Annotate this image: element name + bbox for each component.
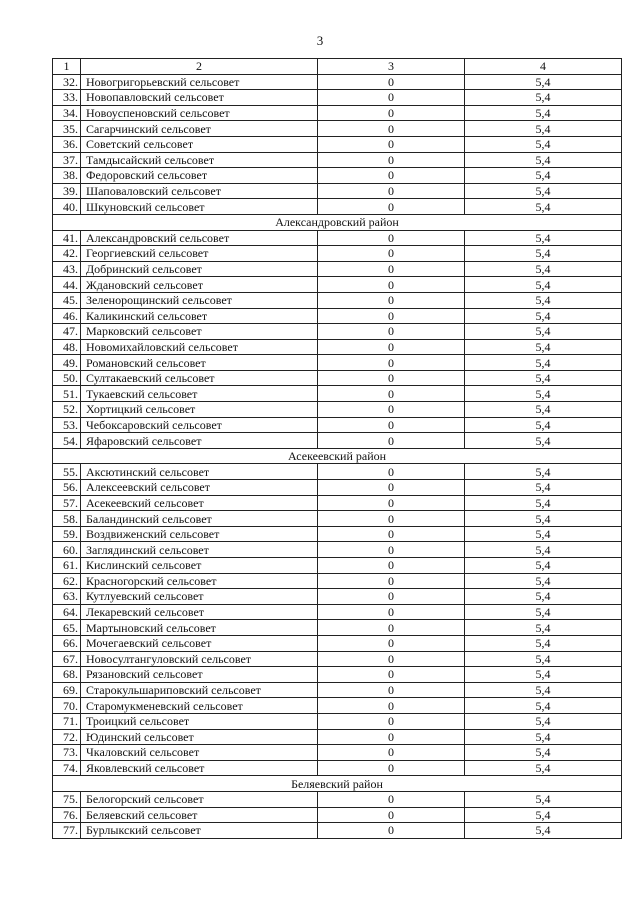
- table-row: [53, 558, 622, 574]
- row-value-col4: 5,4: [465, 620, 622, 636]
- row-value-col4: 5,4: [465, 464, 622, 480]
- table-row: [53, 604, 622, 620]
- row-value-col4: 5,4: [465, 199, 622, 215]
- row-name: Беляевский сельсовет: [81, 807, 318, 823]
- row-value-col3: 0: [318, 324, 465, 340]
- row-value-col3: 0: [318, 199, 465, 215]
- row-name: Белогорский сельсовет: [81, 791, 318, 807]
- row-name: Хортицкий сельсовет: [81, 402, 318, 418]
- table-row: [53, 90, 622, 106]
- table-row: [53, 339, 622, 355]
- section-title: Беляевский район: [53, 776, 622, 792]
- row-value-col3: 0: [318, 277, 465, 293]
- row-value-col4: 5,4: [465, 324, 622, 340]
- column-header: 4: [465, 59, 622, 75]
- row-number: 44.: [53, 277, 81, 293]
- table-row: [53, 620, 622, 636]
- row-value-col3: 0: [318, 807, 465, 823]
- row-name: Султакаевский сельсовет: [81, 370, 318, 386]
- table-row: [53, 105, 622, 121]
- table-row: [53, 246, 622, 262]
- table-row: [53, 745, 622, 761]
- row-value-col4: 5,4: [465, 511, 622, 527]
- row-name: Советский сельсовет: [81, 136, 318, 152]
- row-name: Марковский сельсовет: [81, 324, 318, 340]
- row-name: Ждановский сельсовет: [81, 277, 318, 293]
- row-value-col4: 5,4: [465, 90, 622, 106]
- row-value-col3: 0: [318, 230, 465, 246]
- row-number: 53.: [53, 417, 81, 433]
- row-value-col4: 5,4: [465, 760, 622, 776]
- row-value-col3: 0: [318, 823, 465, 839]
- table-row: [53, 324, 622, 340]
- section-title: Александровский район: [53, 214, 622, 230]
- row-name: Чебоксаровский сельсовет: [81, 417, 318, 433]
- row-number: 56.: [53, 480, 81, 496]
- row-value-col3: 0: [318, 136, 465, 152]
- table-row: [53, 386, 622, 402]
- table-row: [53, 370, 622, 386]
- row-value-col3: 0: [318, 604, 465, 620]
- row-name: Кутлуевский сельсовет: [81, 589, 318, 605]
- table-row: [53, 635, 622, 651]
- row-number: 76.: [53, 807, 81, 823]
- row-number: 66.: [53, 635, 81, 651]
- row-value-col4: 5,4: [465, 573, 622, 589]
- row-value-col3: 0: [318, 246, 465, 262]
- table-row: [53, 183, 622, 199]
- table-row: [53, 355, 622, 371]
- row-value-col4: 5,4: [465, 698, 622, 714]
- table-header-row: [53, 59, 622, 75]
- table-row: [53, 121, 622, 137]
- section-row: [53, 214, 622, 230]
- table-row: [53, 511, 622, 527]
- row-value-col3: 0: [318, 760, 465, 776]
- row-name: Новоуспеновский сельсовет: [81, 105, 318, 121]
- column-header: 3: [318, 59, 465, 75]
- table-row: [53, 589, 622, 605]
- row-value-col3: 0: [318, 292, 465, 308]
- row-value-col3: 0: [318, 713, 465, 729]
- table-row: [53, 526, 622, 542]
- table-row: [53, 308, 622, 324]
- row-value-col4: 5,4: [465, 635, 622, 651]
- section-row: [53, 448, 622, 464]
- table-row: [53, 495, 622, 511]
- row-number: 36.: [53, 136, 81, 152]
- row-value-col4: 5,4: [465, 433, 622, 449]
- row-value-col4: 5,4: [465, 713, 622, 729]
- row-value-col3: 0: [318, 573, 465, 589]
- row-value-col3: 0: [318, 183, 465, 199]
- row-number: 54.: [53, 433, 81, 449]
- row-value-col3: 0: [318, 620, 465, 636]
- row-value-col4: 5,4: [465, 183, 622, 199]
- row-name: Мочегаевский сельсовет: [81, 635, 318, 651]
- row-value-col3: 0: [318, 589, 465, 605]
- row-value-col4: 5,4: [465, 277, 622, 293]
- row-number: 74.: [53, 760, 81, 776]
- row-value-col4: 5,4: [465, 480, 622, 496]
- row-value-col4: 5,4: [465, 729, 622, 745]
- row-value-col3: 0: [318, 105, 465, 121]
- row-value-col3: 0: [318, 558, 465, 574]
- row-value-col4: 5,4: [465, 667, 622, 683]
- table-row: [53, 480, 622, 496]
- row-value-col3: 0: [318, 121, 465, 137]
- row-value-col3: 0: [318, 542, 465, 558]
- table-row: [53, 261, 622, 277]
- row-value-col4: 5,4: [465, 168, 622, 184]
- row-name: Воздвиженский сельсовет: [81, 526, 318, 542]
- row-number: 59.: [53, 526, 81, 542]
- row-number: 68.: [53, 667, 81, 683]
- row-name: Каликинский сельсовет: [81, 308, 318, 324]
- row-value-col3: 0: [318, 261, 465, 277]
- row-name: Шкуновский сельсовет: [81, 199, 318, 215]
- row-name: Заглядинский сельсовет: [81, 542, 318, 558]
- table-row: [53, 402, 622, 418]
- row-name: Асекеевский сельсовет: [81, 495, 318, 511]
- row-name: Новосултангуловский сельсовет: [81, 651, 318, 667]
- row-name: Сагарчинский сельсовет: [81, 121, 318, 137]
- data-table: [52, 58, 622, 839]
- row-number: 37.: [53, 152, 81, 168]
- row-value-col4: 5,4: [465, 417, 622, 433]
- row-name: Рязановский сельсовет: [81, 667, 318, 683]
- table-row: [53, 464, 622, 480]
- row-value-col4: 5,4: [465, 651, 622, 667]
- row-value-col4: 5,4: [465, 807, 622, 823]
- row-name: Троицкий сельсовет: [81, 713, 318, 729]
- row-number: 43.: [53, 261, 81, 277]
- row-number: 57.: [53, 495, 81, 511]
- row-number: 63.: [53, 589, 81, 605]
- table-body: [53, 74, 622, 838]
- row-name: Тукаевский сельсовет: [81, 386, 318, 402]
- row-number: 48.: [53, 339, 81, 355]
- table-row: [53, 136, 622, 152]
- table-row: [53, 433, 622, 449]
- row-name: Шаповаловский сельсовет: [81, 183, 318, 199]
- row-value-col4: 5,4: [465, 121, 622, 137]
- row-value-col4: 5,4: [465, 558, 622, 574]
- row-number: 50.: [53, 370, 81, 386]
- row-value-col3: 0: [318, 90, 465, 106]
- row-value-col3: 0: [318, 667, 465, 683]
- row-name: Зеленорощинский сельсовет: [81, 292, 318, 308]
- row-number: 61.: [53, 558, 81, 574]
- row-name: Юдинский сельсовет: [81, 729, 318, 745]
- section-title: Асекеевский район: [53, 448, 622, 464]
- row-value-col4: 5,4: [465, 339, 622, 355]
- row-value-col3: 0: [318, 635, 465, 651]
- row-number: 45.: [53, 292, 81, 308]
- column-header: 1: [53, 59, 81, 75]
- row-value-col4: 5,4: [465, 745, 622, 761]
- table-row: [53, 168, 622, 184]
- row-value-col3: 0: [318, 745, 465, 761]
- row-value-col4: 5,4: [465, 402, 622, 418]
- row-number: 73.: [53, 745, 81, 761]
- row-value-col4: 5,4: [465, 589, 622, 605]
- row-name: Чкаловский сельсовет: [81, 745, 318, 761]
- row-name: Красногорский сельсовет: [81, 573, 318, 589]
- table-row: [53, 74, 622, 90]
- table-row: [53, 199, 622, 215]
- row-value-col4: 5,4: [465, 370, 622, 386]
- row-value-col3: 0: [318, 402, 465, 418]
- row-name: Добринский сельсовет: [81, 261, 318, 277]
- row-number: 77.: [53, 823, 81, 839]
- row-number: 38.: [53, 168, 81, 184]
- table-row: [53, 573, 622, 589]
- row-name: Бурлыкский сельсовет: [81, 823, 318, 839]
- row-number: 40.: [53, 199, 81, 215]
- table-row: [53, 729, 622, 745]
- table-row: [53, 651, 622, 667]
- table-row: [53, 277, 622, 293]
- row-value-col4: 5,4: [465, 261, 622, 277]
- row-value-col4: 5,4: [465, 386, 622, 402]
- row-value-col3: 0: [318, 480, 465, 496]
- row-value-col4: 5,4: [465, 823, 622, 839]
- table-row: [53, 713, 622, 729]
- row-name: Яковлевский сельсовет: [81, 760, 318, 776]
- table-row: [53, 823, 622, 839]
- table-row: [53, 667, 622, 683]
- row-value-col3: 0: [318, 355, 465, 371]
- table-row: [53, 698, 622, 714]
- row-name: Новомихайловский сельсовет: [81, 339, 318, 355]
- row-number: 70.: [53, 698, 81, 714]
- row-number: 65.: [53, 620, 81, 636]
- row-number: 55.: [53, 464, 81, 480]
- table-row: [53, 230, 622, 246]
- table-row: [53, 417, 622, 433]
- table-row: [53, 682, 622, 698]
- row-name: Мартыновский сельсовет: [81, 620, 318, 636]
- table-row: [53, 542, 622, 558]
- row-number: 67.: [53, 651, 81, 667]
- row-number: 64.: [53, 604, 81, 620]
- row-number: 60.: [53, 542, 81, 558]
- row-name: Романовский сельсовет: [81, 355, 318, 371]
- row-value-col4: 5,4: [465, 136, 622, 152]
- row-value-col4: 5,4: [465, 230, 622, 246]
- row-number: 49.: [53, 355, 81, 371]
- table-row: [53, 292, 622, 308]
- row-name: Старокульшариповский сельсовет: [81, 682, 318, 698]
- row-value-col3: 0: [318, 168, 465, 184]
- row-number: 71.: [53, 713, 81, 729]
- row-number: 51.: [53, 386, 81, 402]
- row-name: Аксютинский сельсовет: [81, 464, 318, 480]
- table-row: [53, 760, 622, 776]
- row-value-col3: 0: [318, 495, 465, 511]
- row-number: 69.: [53, 682, 81, 698]
- row-name: Новопавловский сельсовет: [81, 90, 318, 106]
- row-name: Федоровский сельсовет: [81, 168, 318, 184]
- row-name: Тамдысайский сельсовет: [81, 152, 318, 168]
- row-number: 33.: [53, 90, 81, 106]
- row-name: Алексеевский сельсовет: [81, 480, 318, 496]
- row-value-col4: 5,4: [465, 308, 622, 324]
- table-row: [53, 152, 622, 168]
- row-value-col4: 5,4: [465, 74, 622, 90]
- row-value-col4: 5,4: [465, 682, 622, 698]
- row-value-col3: 0: [318, 464, 465, 480]
- table-row: [53, 807, 622, 823]
- row-value-col3: 0: [318, 74, 465, 90]
- row-number: 46.: [53, 308, 81, 324]
- row-number: 58.: [53, 511, 81, 527]
- row-name: Старомукменевский сельсовет: [81, 698, 318, 714]
- row-number: 39.: [53, 183, 81, 199]
- row-number: 52.: [53, 402, 81, 418]
- row-value-col3: 0: [318, 526, 465, 542]
- row-value-col4: 5,4: [465, 292, 622, 308]
- page-number: 3: [316, 33, 324, 48]
- row-value-col4: 5,4: [465, 105, 622, 121]
- row-value-col4: 5,4: [465, 791, 622, 807]
- row-number: 32.: [53, 74, 81, 90]
- row-value-col3: 0: [318, 729, 465, 745]
- row-name: Яфаровский сельсовет: [81, 433, 318, 449]
- row-number: 34.: [53, 105, 81, 121]
- row-value-col4: 5,4: [465, 246, 622, 262]
- row-value-col3: 0: [318, 386, 465, 402]
- row-value-col3: 0: [318, 698, 465, 714]
- row-value-col4: 5,4: [465, 152, 622, 168]
- row-name: Георгиевский сельсовет: [81, 246, 318, 262]
- row-number: 75.: [53, 791, 81, 807]
- row-value-col3: 0: [318, 433, 465, 449]
- section-row: [53, 776, 622, 792]
- row-value-col3: 0: [318, 370, 465, 386]
- row-value-col3: 0: [318, 152, 465, 168]
- row-number: 62.: [53, 573, 81, 589]
- row-value-col3: 0: [318, 651, 465, 667]
- row-value-col3: 0: [318, 682, 465, 698]
- row-name: Лекаревский сельсовет: [81, 604, 318, 620]
- row-number: 72.: [53, 729, 81, 745]
- row-value-col3: 0: [318, 339, 465, 355]
- row-value-col3: 0: [318, 417, 465, 433]
- row-number: 41.: [53, 230, 81, 246]
- row-value-col4: 5,4: [465, 526, 622, 542]
- row-name: Новогригорьевский сельсовет: [81, 74, 318, 90]
- row-name: Кислинский сельсовет: [81, 558, 318, 574]
- column-header: 2: [81, 59, 318, 75]
- row-number: 42.: [53, 246, 81, 262]
- row-value-col3: 0: [318, 791, 465, 807]
- row-value-col3: 0: [318, 511, 465, 527]
- row-value-col4: 5,4: [465, 495, 622, 511]
- row-value-col4: 5,4: [465, 355, 622, 371]
- row-name: Баландинский сельсовет: [81, 511, 318, 527]
- row-number: 35.: [53, 121, 81, 137]
- row-value-col4: 5,4: [465, 604, 622, 620]
- table-row: [53, 791, 622, 807]
- row-value-col4: 5,4: [465, 542, 622, 558]
- row-value-col3: 0: [318, 308, 465, 324]
- row-number: 47.: [53, 324, 81, 340]
- row-name: Александровский сельсовет: [81, 230, 318, 246]
